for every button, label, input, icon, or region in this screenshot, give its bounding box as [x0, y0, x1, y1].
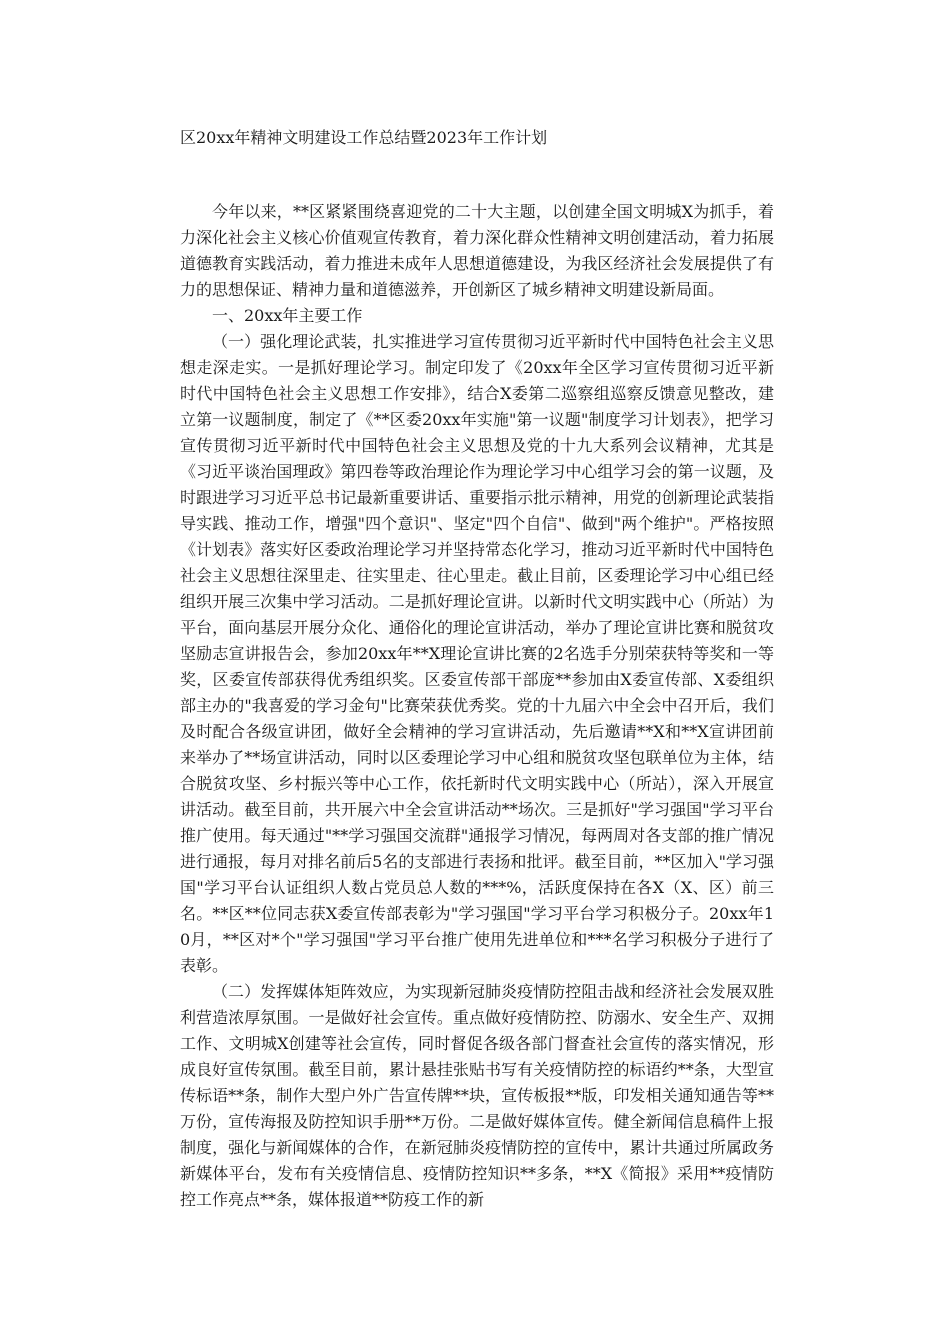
- intro-paragraph: 今年以来，**区紧紧围绕喜迎党的二十大主题，以创建全国文明城X为抓手，着力深化社会主义核心价值观宣传教育，着力深化群众性精神文明创建活动，着力拓展道德教育实践活动，着力推进未成年人思想道德建设，为我区经济社会发展提供了有力的思想保证、精神力量和道德滋养，开创新区了城乡精神文明建设新局面。: [180, 202, 774, 299]
- section-1-paragraph: （一）强化理论武装，扎实推进学习宣传贯彻习近平新时代中国特色社会主义思想走深走实。一是抓好理论学习。制定印发了《20xx年全区学习宣传贯彻习近平新时代中国特色社会主义思想工作安排》，结合X委第二巡察组巡察反馈意见整改，建立第一议题制度，制定了《**区委20xx年实施"第一议题"制度学习计划表》，把学习宣传贯彻习近平新时代中国特色社会主义思想及党的十九大系列会议精神，尤其是《习近平谈治国理政》第四卷等政治理论作为理论学习中心组学习会的第一议题，及时跟进学习习近平总书记最新重要讲话、重要指示批示精神，用党的创新理论武装指导实践、推动工作，增强"四个意识"、坚定"四个自信"、做到"两个维护"。严格按照《计划表》落实好区委政治理论学习并坚持常态化学习，推动习近平新时代中国特色社会主义思想往深里走、往实里走、往心里走。截止目前，区委理论学习中心组已经组织开展三次集中学习活动。二是抓好理论宣讲。以新时代文明实践中心（所站）为平台，面向基层开展分众化、通俗化的理论宣讲活动，举办了理论宣讲比赛和脱贫攻坚励志宣讲报告会，参加20xx年**X理论宣讲比赛的2名选手分别荣获特等奖和一等奖，区委宣传部获得优秀组织奖。区委宣传部干部庞**参加由X委宣传部、X委组织部主办的"我喜爱的学习金句"比赛荣获优秀奖。党的十九届六中全会中召开后，我们及时配合各级宣讲团，做好全会精神的学习宣讲活动，先后邀请**X和**X宣讲团前来举办了**场宣讲活动，同时以区委理论学习中心组和脱贫攻坚包联单位为主体，结合脱贫攻坚、乡村振兴等中心工作，依托新时代文明实践中心（所站），深入开展宣讲活动。截至目前，共开展六中全会宣讲活动**场次。三是抓好"学习强国"学习平台推广使用。每天通过"**学习强国交流群"通报学习情况，每两周对各支部的推广情况进行通报，每月对排名前后5名的支部进行表扬和批评。截至目前，**区加入"学习强国"学习平台认证组织人数占党员总人数的***%，活跃度保持在各X（X、区）前三名。**区**位同志获X委宣传部表彰为"学习强国"学习平台学习积极分子。20xx年10月，**区对*个"学习强国"学习平台推广使用先进单位和***名学习积极分子进行了表彰。: [180, 332, 774, 975]
- section-2-paragraph: （二）发挥媒体矩阵效应，为实现新冠肺炎疫情防控阻击战和经济社会发展双胜利营造浓厚氛围。一是做好社会宣传。重点做好疫情防控、防溺水、安全生产、双拥工作、文明城X创建等社会宣传，同时督促各级各部门督查社会宣传的落实情况，形成良好宣传氛围。截至目前，累计悬挂张贴书写有关疫情防控的标语约**条，大型宣传标语**条，制作大型户外广告宣传牌**块，宣传板报**版，印发相关通知通告等**万份，宣传海报及防控知识手册**万份。二是做好媒体宣传。健全新闻信息稿件上报制度，强化与新闻媒体的合作，在新冠肺炎疫情防控的宣传中，累计共通过所属政务新媒体平台，发布有关疫情信息、疫情防控知识**多条，**X《简报》采用**疫情防控工作亮点**条，媒体报道**防疫工作的新: [180, 982, 774, 1209]
- document-title: 区20xx年精神文明建设工作总结暨2023年工作计划: [180, 128, 548, 147]
- document-body: [180, 199, 774, 1213]
- section-heading: 一、20xx年主要工作: [212, 306, 363, 325]
